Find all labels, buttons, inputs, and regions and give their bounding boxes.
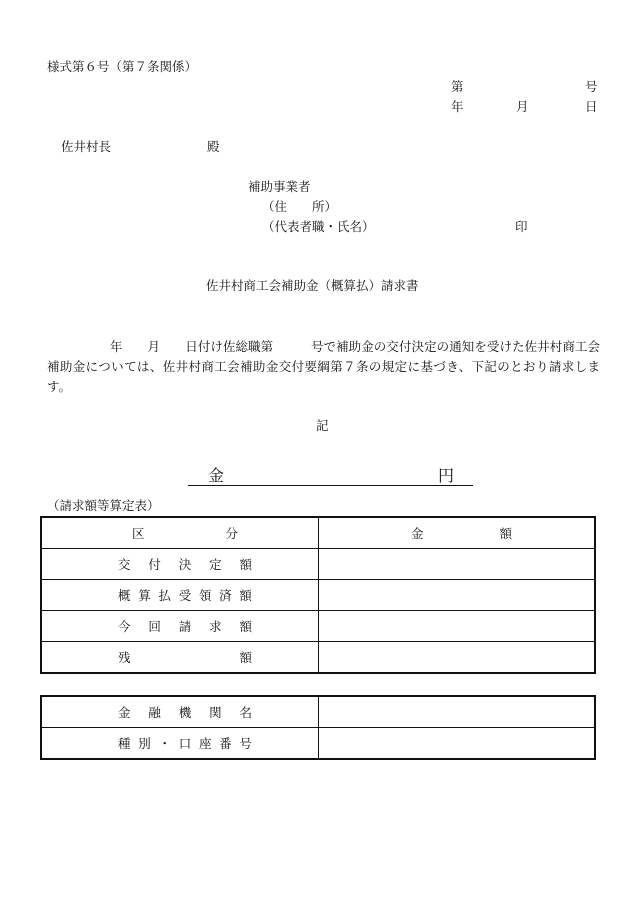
label-char: 残 — [118, 650, 131, 665]
amount-unit: 円 — [438, 466, 455, 485]
value-cell[interactable] — [319, 642, 596, 674]
value-cell[interactable] — [319, 580, 596, 611]
value-cell[interactable] — [319, 728, 596, 760]
row-label-grant-decision — [41, 549, 319, 580]
label-char: 種 — [118, 736, 131, 751]
date-year: 年 — [451, 99, 464, 114]
applicant-representative-label: （代表者職・氏名） — [262, 219, 375, 234]
value-cell[interactable] — [319, 549, 596, 580]
label-char: 額 — [239, 650, 252, 665]
label-char: 請 — [178, 619, 192, 634]
calc-table-caption: （請求額等算定表） — [47, 498, 160, 513]
row-label-balance — [41, 642, 319, 674]
header-category-char: 区 — [132, 526, 145, 541]
label-char: 額 — [239, 619, 252, 634]
row-label-current-request — [41, 611, 319, 642]
form-number: 様式第６号（第７条関係） — [47, 59, 198, 74]
label-char: 概 — [118, 588, 131, 603]
label-char: 払 — [158, 588, 171, 603]
label-char: 別 — [138, 736, 151, 751]
label-char: 号 — [239, 736, 252, 751]
label-char: 金 — [118, 705, 131, 720]
amount-prefix: 金 — [208, 466, 225, 485]
applicant-title: 補助事業者 — [248, 179, 311, 194]
table-row — [41, 611, 595, 642]
label-char: ・ — [158, 736, 171, 751]
label-char: 求 — [209, 619, 222, 634]
date-month: 月 — [516, 99, 529, 114]
header-amount-char: 金 — [411, 526, 424, 541]
table-row — [41, 549, 595, 580]
label-char: 額 — [239, 557, 252, 572]
table-row — [41, 580, 595, 611]
date-day: 日 — [585, 99, 598, 114]
label-char: 算 — [138, 588, 151, 603]
amount-underline — [188, 485, 473, 486]
table-row — [41, 642, 595, 674]
label-char: 座 — [198, 736, 212, 751]
label-char: 決 — [178, 557, 192, 572]
header-category — [41, 517, 319, 549]
calc-table-header-row — [41, 517, 595, 549]
value-cell[interactable] — [319, 696, 596, 728]
doc-number-suffix: 号 — [585, 79, 598, 94]
label-char: 交 — [118, 557, 131, 572]
body-paragraph: 年 月 日付け佐総職第 号で補助金の交付決定の通知を受けた佐井村商工会補助金については、佐井村商工会補助金交付要綱第７条の規定に基づき、下記のとおり請求します。 — [47, 339, 600, 394]
row-label-received — [41, 580, 319, 611]
label-char: 融 — [148, 705, 161, 720]
label-char: 今 — [118, 619, 131, 634]
table-row — [41, 728, 595, 760]
label-char: 額 — [239, 588, 252, 603]
label-char: 口 — [178, 736, 192, 751]
row-label-account — [41, 728, 319, 760]
header-amount — [319, 517, 596, 549]
value-cell[interactable] — [319, 611, 596, 642]
bank-table — [40, 695, 596, 760]
label-char: 付 — [148, 557, 161, 572]
label-char: 領 — [198, 588, 212, 603]
row-label-bank-name — [41, 696, 319, 728]
addressee-name: 佐井村長 — [61, 139, 112, 154]
seal-mark: 印 — [515, 219, 528, 234]
label-char: 番 — [219, 736, 232, 751]
document-title: 佐井村商工会補助金（概算払）請求書 — [206, 278, 419, 293]
label-char: 受 — [178, 588, 192, 603]
label-char: 関 — [209, 705, 222, 720]
label-char: 済 — [219, 588, 232, 603]
doc-number-prefix: 第 — [451, 79, 464, 94]
header-amount-char: 額 — [499, 526, 512, 541]
label-char: 名 — [239, 705, 252, 720]
addressee-honorific: 殿 — [207, 139, 220, 154]
ki-heading: 記 — [316, 418, 329, 433]
table-row — [41, 696, 595, 728]
calc-table — [40, 516, 596, 674]
header-category-char: 分 — [225, 526, 238, 541]
applicant-address-label: （住 所） — [262, 199, 338, 214]
label-char: 定 — [209, 557, 222, 572]
label-char: 回 — [148, 619, 161, 634]
label-char: 機 — [178, 705, 192, 720]
